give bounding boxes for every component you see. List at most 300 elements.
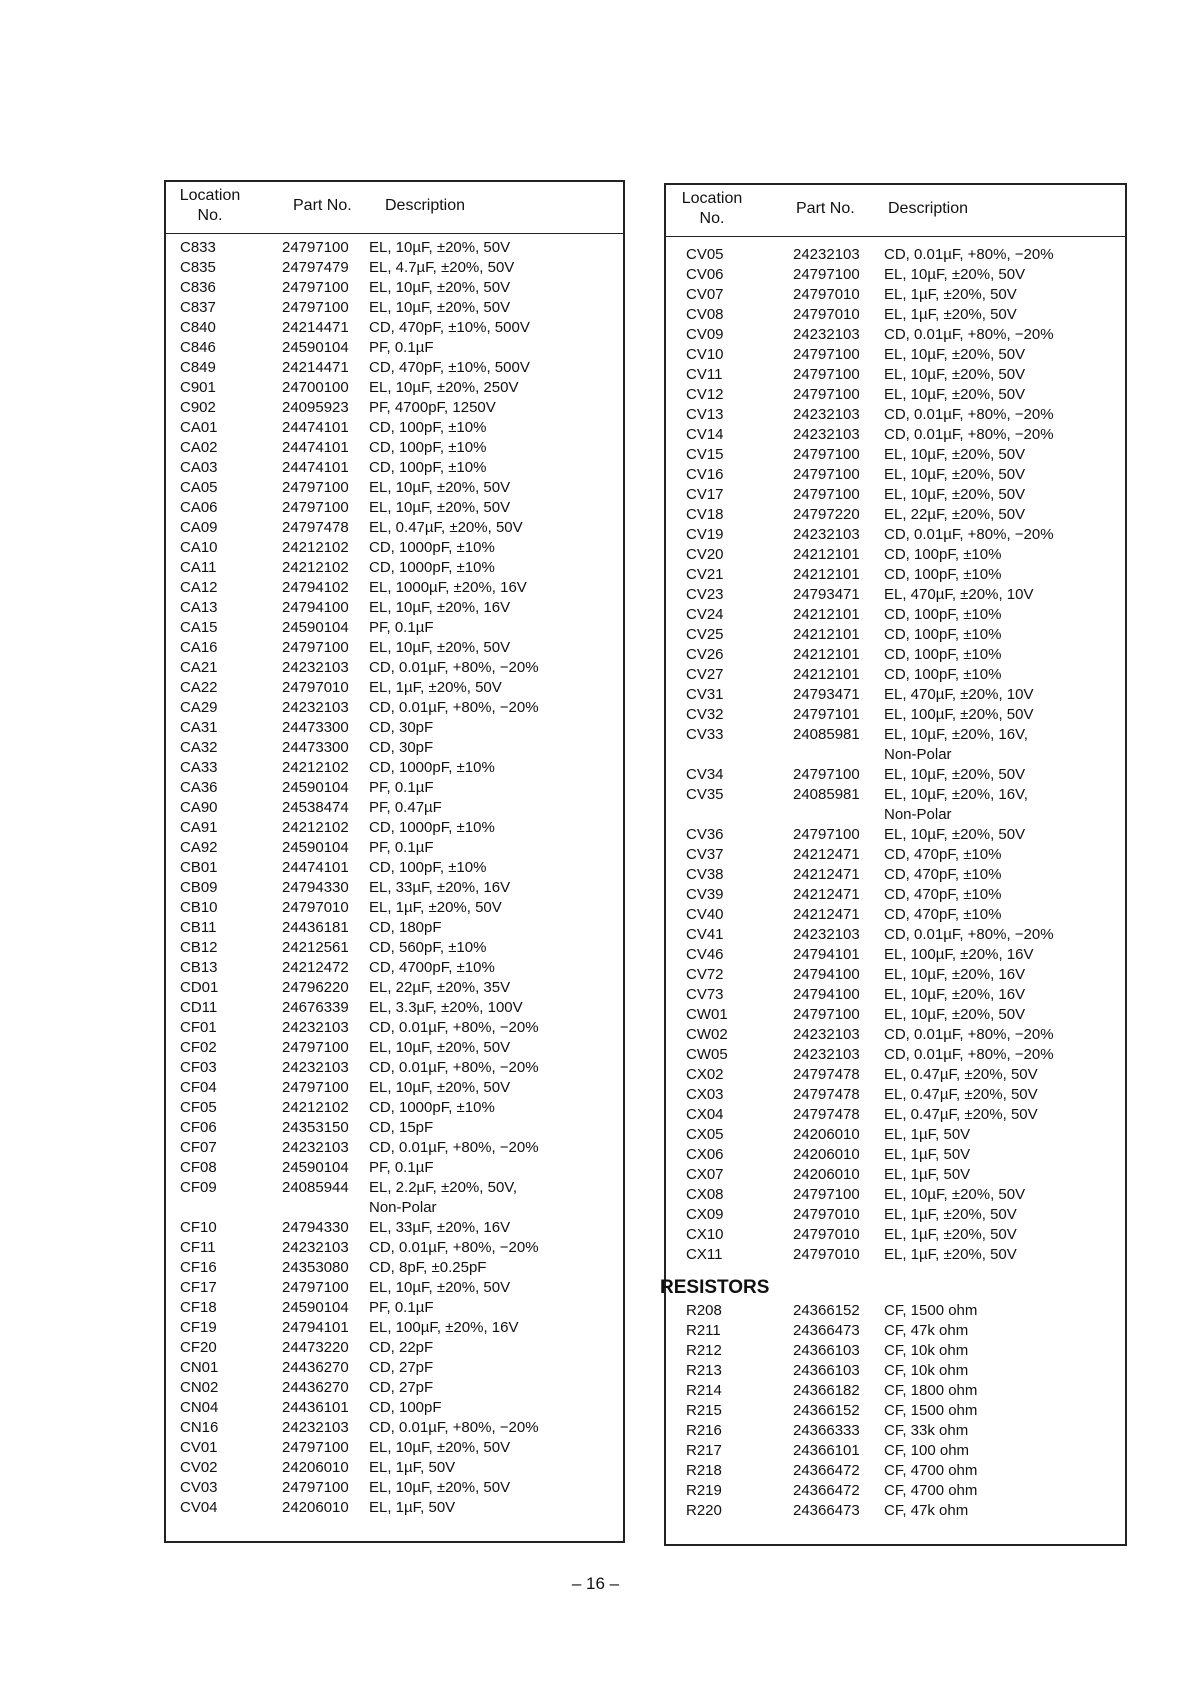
part-no: 24794330 [282, 1219, 349, 1236]
description [884, 365, 1025, 385]
table-row [666, 1361, 1125, 1381]
header-description: Description [888, 200, 969, 217]
part-no: 24206010 [282, 1459, 349, 1476]
part-no: 24794101 [282, 1319, 349, 1336]
table-row [166, 798, 623, 818]
parts-table-right [660, 183, 1127, 1546]
description-line: EL, 1µF, 50V [369, 1459, 456, 1476]
description [369, 1178, 517, 1218]
table-row [166, 1058, 623, 1078]
part-no: 24212471 [793, 846, 860, 863]
location-no: CV05 [686, 246, 724, 263]
part-no: 24232103 [282, 699, 349, 716]
description-line: PF, 0.1µF [369, 839, 434, 856]
description [884, 1321, 968, 1341]
location-no: C849 [180, 359, 216, 376]
description [884, 1361, 968, 1381]
part-no: 24797100 [793, 826, 860, 843]
location-no: CX10 [686, 1226, 724, 1243]
part-no: 24797101 [793, 706, 860, 723]
location-no: CA09 [180, 519, 218, 536]
description [884, 945, 1033, 965]
location-no: CV72 [686, 966, 724, 983]
description [884, 265, 1025, 285]
description-line: CD, 0.01µF, +80%, −20% [884, 926, 1054, 943]
location-no: CA15 [180, 619, 218, 636]
table-row [166, 1398, 623, 1418]
description-line: CD, 1000pF, ±10% [369, 1099, 495, 1116]
location-no: R215 [686, 1402, 722, 1419]
part-no: 24212102 [282, 559, 349, 576]
description [369, 918, 442, 938]
part-no: 24794100 [793, 966, 860, 983]
description-line: CD, 180pF [369, 919, 442, 936]
location-no: CA12 [180, 579, 218, 596]
description [369, 1218, 510, 1238]
table-row [166, 578, 623, 598]
part-no: 24214471 [282, 359, 349, 376]
part-no: 24797100 [282, 639, 349, 656]
part-no: 24700100 [282, 379, 349, 396]
description [369, 1138, 539, 1158]
part-no: 24212101 [793, 646, 860, 663]
table-row [666, 705, 1125, 725]
part-no: 24366103 [793, 1362, 860, 1379]
location-no: CV07 [686, 286, 724, 303]
table-row [166, 778, 623, 798]
description [884, 965, 1025, 985]
description [369, 598, 510, 618]
description-line: EL, 10µF, ±20%, 50V [884, 266, 1026, 283]
location-no: R217 [686, 1442, 722, 1459]
description [884, 1441, 969, 1461]
part-no: 24206010 [282, 1499, 349, 1516]
part-no: 24366182 [793, 1382, 860, 1399]
part-no: 24797100 [793, 346, 860, 363]
description-line: CD, 0.01µF, +80%, −20% [369, 699, 539, 716]
location-no: C836 [180, 279, 216, 296]
description-line: CD, 470pF, ±10% [884, 906, 1002, 923]
part-no: 24797100 [793, 466, 860, 483]
table-row [666, 1481, 1125, 1501]
table-row [666, 1045, 1125, 1065]
description-line: EL, 1µF, 50V [369, 1499, 456, 1516]
location-no: CN01 [180, 1359, 219, 1376]
table-row [166, 458, 623, 478]
part-no: 24797100 [282, 279, 349, 296]
table-row [166, 998, 623, 1018]
description-line: CD, 0.01µF, +80%, −20% [884, 406, 1054, 423]
location-no: CB01 [180, 859, 218, 876]
table-row [166, 238, 623, 258]
table-row [666, 245, 1125, 265]
description [884, 1401, 977, 1421]
description-line: EL, 10µF, ±20%, 50V [369, 1279, 511, 1296]
location-no: R211 [686, 1322, 721, 1339]
part-no: 24797220 [793, 506, 860, 523]
description-line: CD, 0.01µF, +80%, −20% [884, 426, 1054, 443]
description [369, 898, 502, 918]
location-no: CW01 [686, 1006, 728, 1023]
description [884, 385, 1025, 405]
description-line: EL, 10µF, ±20%, 16V [884, 966, 1026, 983]
table-row [666, 1441, 1125, 1461]
location-no: CV04 [180, 1499, 218, 1516]
part-no: 24232103 [793, 246, 860, 263]
location-no: C846 [180, 339, 216, 356]
description [369, 1018, 539, 1038]
part-no: 24797478 [793, 1066, 860, 1083]
description [369, 1418, 539, 1438]
description [369, 998, 523, 1018]
description [369, 978, 510, 998]
table-row [666, 1341, 1125, 1361]
location-no: CX08 [686, 1186, 724, 1203]
table-row [666, 325, 1125, 345]
description-line: CD, 100pF, ±10% [884, 606, 1002, 623]
description-line: CF, 4700 ohm [884, 1482, 978, 1499]
description [369, 338, 434, 358]
location-no: CA22 [180, 679, 218, 696]
part-no: 24366333 [793, 1422, 860, 1439]
part-no: 24797100 [282, 1079, 349, 1096]
description-line: CF, 10k ohm [884, 1362, 969, 1379]
table-row [166, 958, 623, 978]
table-row [666, 265, 1125, 285]
location-no: CF02 [180, 1039, 217, 1056]
part-no: 24085944 [282, 1179, 349, 1196]
table-row [166, 1478, 623, 1498]
description-line: EL, 10µF, ±20%, 16V [884, 986, 1026, 1003]
table-row [166, 678, 623, 698]
part-no: 24232103 [282, 659, 349, 676]
description-line: EL, 10µF, ±20%, 50V [369, 239, 511, 256]
description [369, 1438, 510, 1458]
part-no: 24797010 [793, 306, 860, 323]
page-number: – 16 – [571, 1574, 620, 1593]
table-row [166, 1118, 623, 1138]
description [884, 545, 1001, 565]
description [369, 678, 502, 698]
part-no: 24206010 [793, 1166, 860, 1183]
description [369, 1118, 433, 1138]
description [884, 905, 1001, 925]
table-row [666, 725, 1125, 765]
description-line: EL, 1µF, 50V [884, 1166, 971, 1183]
description [369, 1318, 518, 1338]
part-no: 24232103 [282, 1239, 349, 1256]
table-row [166, 538, 623, 558]
description-line: PF, 0.1µF [369, 1159, 434, 1176]
description [369, 438, 486, 458]
table-row [166, 498, 623, 518]
description-line: CF, 1800 ohm [884, 1382, 978, 1399]
table-row [666, 1165, 1125, 1185]
table-row [166, 418, 623, 438]
table-row [666, 625, 1125, 645]
table-row [166, 938, 623, 958]
description [369, 1298, 434, 1318]
description [369, 1258, 486, 1278]
location-no: CV08 [686, 306, 724, 323]
table-row [166, 378, 623, 398]
location-no: CW05 [686, 1046, 728, 1063]
part-no: 24353150 [282, 1119, 349, 1136]
description-line: PF, 0.1µF [369, 619, 434, 636]
location-no: C840 [180, 319, 216, 336]
table-row [166, 978, 623, 998]
description [884, 445, 1025, 465]
description-line: CD, 470pF, ±10% [884, 866, 1002, 883]
part-no: 24797100 [282, 1279, 349, 1296]
location-no: CF16 [180, 1259, 217, 1276]
description [369, 638, 510, 658]
table-header [666, 185, 1125, 237]
table-row [166, 558, 623, 578]
part-no: 24797100 [793, 486, 860, 503]
location-no: CV11 [686, 366, 723, 383]
description [369, 318, 530, 338]
location-no: CV37 [686, 846, 724, 863]
table-row [666, 1321, 1125, 1341]
description-line: CD, 100pF, ±10% [884, 666, 1002, 683]
description [369, 798, 442, 818]
description-line: CD, 470pF, ±10%, 500V [369, 359, 530, 376]
description-line: CF, 4700 ohm [884, 1462, 978, 1479]
header-description: Description [385, 197, 466, 214]
location-no: CA10 [180, 539, 218, 556]
description [369, 1398, 442, 1418]
location-no: CN04 [180, 1399, 219, 1416]
header-part-no: Part No. [293, 197, 352, 214]
location-no: CV13 [686, 406, 724, 423]
part-no: 24797100 [793, 366, 860, 383]
description-line: EL, 10µF, ±20%, 50V [884, 1006, 1026, 1023]
location-no: CA13 [180, 599, 218, 616]
description-line: EL, 33µF, ±20%, 16V [369, 1219, 511, 1236]
description [369, 1378, 433, 1398]
table-row [166, 718, 623, 738]
location-no: CV21 [686, 566, 724, 583]
description-line: PF, 0.1µF [369, 1299, 434, 1316]
description-line: CD, 1000pF, ±10% [369, 819, 495, 836]
description-line: PF, 0.1µF [369, 779, 434, 796]
part-no: 24797100 [793, 266, 860, 283]
location-no: C835 [180, 259, 216, 276]
table-row [666, 1245, 1125, 1265]
description [884, 565, 1001, 585]
description [884, 665, 1001, 685]
table-row [166, 1378, 623, 1398]
description [369, 958, 495, 978]
description [369, 478, 510, 498]
location-no: R213 [686, 1362, 722, 1379]
table-row [166, 1258, 623, 1278]
description-line: EL, 10µF, ±20%, 16V, [884, 726, 1028, 743]
location-no: CX07 [686, 1166, 724, 1183]
description [369, 1158, 434, 1178]
description [369, 1278, 510, 1298]
description-line: CD, 470pF, ±10%, 500V [369, 319, 530, 336]
location-no: CV01 [180, 1439, 218, 1456]
description-line: EL, 10µF, ±20%, 50V [369, 639, 511, 656]
description [369, 778, 434, 798]
table-row [166, 1138, 623, 1158]
table-row [666, 1225, 1125, 1245]
location-no: CA06 [180, 499, 218, 516]
location-no: CB11 [180, 919, 217, 936]
part-no: 24212471 [793, 866, 860, 883]
description-line: CD, 15pF [369, 1119, 434, 1136]
description-line: EL, 1µF, ±20%, 50V [884, 1206, 1017, 1223]
part-no: 24212101 [793, 566, 860, 583]
description-line: CF, 33k ohm [884, 1422, 969, 1439]
description [369, 618, 434, 638]
location-no: R214 [686, 1382, 722, 1399]
location-no: CV41 [686, 926, 724, 943]
location-no: CX02 [686, 1066, 724, 1083]
description-line: CD, 100pF, ±10% [884, 546, 1002, 563]
part-no: 24590104 [282, 779, 349, 796]
table-row [666, 765, 1125, 785]
table-row [666, 645, 1125, 665]
part-no: 24793471 [793, 586, 860, 603]
description [884, 1045, 1054, 1065]
description [369, 518, 523, 538]
table-row [666, 1145, 1125, 1165]
description-line: PF, 0.1µF [369, 339, 434, 356]
location-no: CV38 [686, 866, 724, 883]
description [369, 238, 510, 258]
description-line: CD, 0.01µF, +80%, −20% [369, 1019, 539, 1036]
description-line: EL, 33µF, ±20%, 16V [369, 879, 511, 896]
table-row [166, 338, 623, 358]
part-no: 24797100 [282, 239, 349, 256]
table-row [666, 1381, 1125, 1401]
table-row [666, 305, 1125, 325]
description-line: CD, 0.01µF, +80%, −20% [884, 326, 1054, 343]
description [884, 1205, 1017, 1225]
part-no: 24797010 [282, 899, 349, 916]
description [884, 1301, 977, 1321]
location-no: R216 [686, 1422, 722, 1439]
description-line: CD, 0.01µF, +80%, −20% [369, 1059, 539, 1076]
part-no: 24797100 [282, 479, 349, 496]
table-row [166, 898, 623, 918]
description-line: EL, 470µF, ±20%, 10V [884, 686, 1034, 703]
part-no: 24474101 [282, 439, 349, 456]
part-no: 24473220 [282, 1339, 349, 1356]
location-no: CV10 [686, 346, 724, 363]
table-row [666, 885, 1125, 905]
part-no: 24212101 [793, 626, 860, 643]
location-no: CA91 [180, 819, 218, 836]
description-line: CD, 0.01µF, +80%, −20% [884, 246, 1054, 263]
part-no: 24232103 [793, 406, 860, 423]
description-line: EL, 1µF, ±20%, 50V [884, 306, 1017, 323]
description-line: EL, 0.47µF, ±20%, 50V [884, 1106, 1038, 1123]
location-no: CF18 [180, 1299, 217, 1316]
location-no: CV02 [180, 1459, 218, 1476]
description-line: EL, 10µF, ±20%, 50V [369, 499, 511, 516]
location-no: CX09 [686, 1206, 724, 1223]
location-no: CV20 [686, 546, 724, 563]
description-line: EL, 470µF, ±20%, 10V [884, 586, 1034, 603]
table-row [666, 525, 1125, 545]
description [369, 558, 495, 578]
table-row [666, 925, 1125, 945]
table-row [666, 285, 1125, 305]
part-no: 24538474 [282, 799, 349, 816]
table-row [166, 658, 623, 678]
description-line: CF, 100 ohm [884, 1442, 970, 1459]
description-line: EL, 100µF, ±20%, 16V [884, 946, 1034, 963]
table-row [166, 478, 623, 498]
part-no: 24212561 [282, 939, 349, 956]
description-line: CD, 30pF [369, 719, 434, 736]
description-line: EL, 4.7µF, ±20%, 50V [369, 259, 515, 276]
description [884, 1165, 970, 1185]
header-location: Location No. [179, 187, 241, 224]
table-row [166, 1458, 623, 1478]
location-no: CN02 [180, 1379, 219, 1396]
part-no: 24232103 [282, 1019, 349, 1036]
description-line: CD, 100pF, ±10% [369, 459, 487, 476]
part-no: 24474101 [282, 459, 349, 476]
description [884, 825, 1025, 845]
description [884, 1065, 1038, 1085]
table-row [666, 1421, 1125, 1441]
parts-table-left [164, 180, 625, 1543]
part-no: 24474101 [282, 859, 349, 876]
location-no: R219 [686, 1482, 722, 1499]
description-line: CD, 470pF, ±10% [884, 846, 1002, 863]
description-line: CF, 1500 ohm [884, 1302, 978, 1319]
table-row [666, 1301, 1125, 1321]
description [884, 1225, 1017, 1245]
part-no: 24797100 [282, 1439, 349, 1456]
location-no: CF19 [180, 1319, 217, 1336]
description-line: CD, 22pF [369, 1339, 434, 1356]
description [884, 485, 1025, 505]
description [369, 838, 434, 858]
description [369, 258, 514, 278]
location-no: CA16 [180, 639, 218, 656]
table-row [166, 358, 623, 378]
table-row [666, 865, 1125, 885]
part-no: 24436181 [282, 919, 349, 936]
location-no: CV32 [686, 706, 724, 723]
table-row [666, 465, 1125, 485]
description [884, 505, 1025, 525]
table-row [666, 985, 1125, 1005]
description [884, 405, 1054, 425]
location-no: CV73 [686, 986, 724, 1003]
table-row [666, 1401, 1125, 1421]
part-no: 24797100 [282, 499, 349, 516]
description-line: EL, 3.3µF, ±20%, 100V [369, 999, 523, 1016]
location-no: CV12 [686, 386, 724, 403]
description-line: EL, 1000µF, ±20%, 16V [369, 579, 527, 596]
table-row [166, 298, 623, 318]
part-no: 24797010 [793, 1246, 860, 1263]
description-line: CD, 100pF [369, 1399, 442, 1416]
description [884, 685, 1033, 705]
table-row [666, 1185, 1125, 1205]
location-no: CB12 [180, 939, 218, 956]
part-no: 24436270 [282, 1359, 349, 1376]
part-no: 24232103 [282, 1419, 349, 1436]
